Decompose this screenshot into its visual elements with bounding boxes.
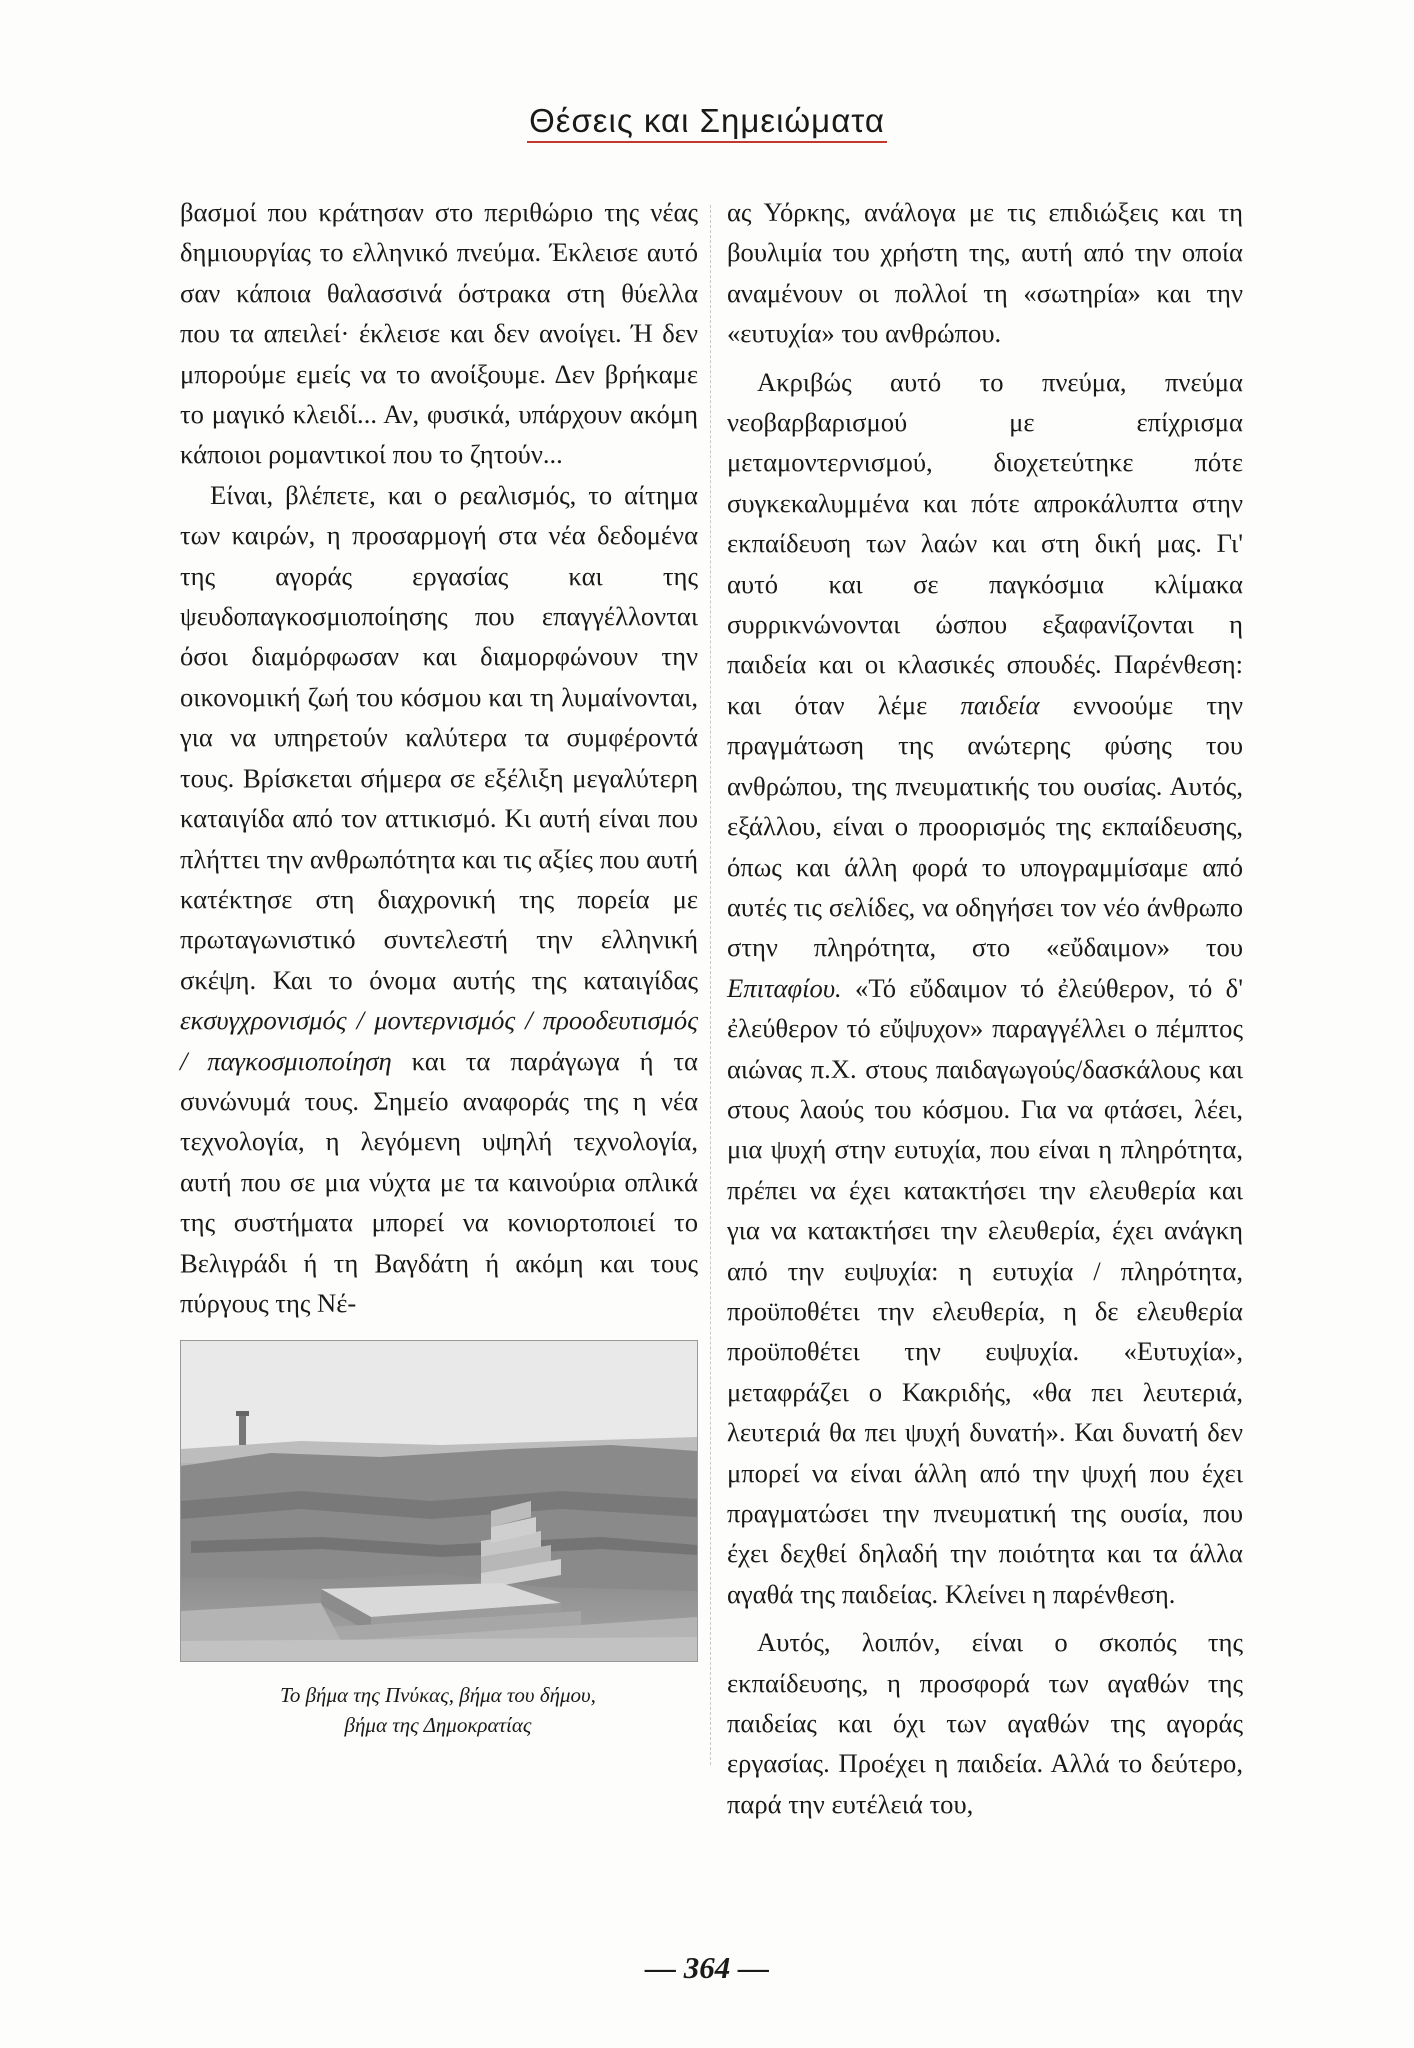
right-paragraph-2-text-c: «Τό εὔδαιμον τό ἐλεύθερον, τό δ' ἐλεύθερον τό εὔψυχον» παραγγέλλει ο πέμπτος αιώνας π.Χ. στους παιδαγωγούς/δασκάλους και στους λαούς του κόσμου. Για να φτάσει, λέει, μια ψυχή στην ευτυχία, που είναι η πληρότητα, πρέπει να έχει κατακτήσει την ελευθερία και για να κατακτήσει την ελευθερία, έχει ανάγκη από την ευψυχία: η ευτυχία / πληρότητα, προϋποθέτει την ελευθερία, η δε ελευθερία προϋποθέτει την ευψυχία. «Ευτυχία», μεταφράζει ο Κακριδής, «θα πει λευτεριά, λευτεριά θα πει ψυχή δυνατή». Και δυνατή δεν μπορεί να είναι άλλη από την ψυχή που έχει πραγματώσει την πνευματική της ουσία, που έχει δεχθεί δηλαδή την ποιότητα και τα άλλα αγαθά της παιδείας. Κλείνει η παρένθεση. (727, 972, 1243, 1609)
running-head (0, 102, 1414, 140)
page-number: — 364 — (645, 1950, 769, 1985)
right-column (727, 192, 1243, 1824)
pnyx-bema-photo (180, 1340, 698, 1662)
left-paragraph-2 (180, 475, 698, 1324)
right-paragraph-2-italic-1: παιδεία (960, 689, 1040, 720)
right-paragraph-1: ας Υόρκης, ανάλογα με τις επιδιώξεις και τη βουλιμία του χρήστη της, αυτή από την οποία αναμένουν οι πολλοί τη «σωτηρία» και την «ευτυχία» του ανθρώπου. (727, 197, 1243, 349)
figure-caption-line-1: Το βήμα της Πνύκας, βήμα του δήμου, (280, 1683, 596, 1707)
left-paragraph-2-text-a: Είναι, βλέπετε, και ο ρεαλισμός, το αίτημα των καιρών, η προσαρμογή στα νέα δεδομένα της αγοράς εργασίας και της ψευδοπαγκοσμιοποίησης που επαγγέλλονται όσοι διαμόρφωσαν και διαμορφώνουν την οικονομική ζωή του κόσμου και τη λυμαίνονται, για να υπηρετούν καλύτερα τα συμφέροντά τους. Βρίσκεται σήμερα σε εξέλιξη μεγαλύτερη καταιγίδα από τον αττικισμό. Κι αυτή είναι που πλήττει την ανθρωπότητα και τις αξίες που αυτή κατέκτησε στη διαχρονική της πορεία με πρωταγωνιστικό συντελεστή την ελληνική σκέψη. Και το όνομα αυτής της καταιγίδας (180, 479, 698, 995)
running-head-title: Θέσεις και Σημειώματα (527, 102, 887, 143)
left-paragraph-1: βασμοί που κράτησαν στο περιθώριο της νέας δημιουργίας το ελληνικό πνεύμα. Έκλεισε αυτό σαν κάποια θαλασσινά όστρακα στη θύελλα που τα απειλεί· έκλεισε και δεν ανοίγει. Ή δεν μπορούμε εμείς να το ανοίξουμε. Δεν βρήκαμε το μαγικό κλειδί... Αν, φυσικά, υπάρχουν ακόμη κάποιοι ρομαντικοί που το ζητούν... (180, 197, 698, 470)
right-paragraph-2-italic-2: Επιταφίου. (727, 972, 842, 1003)
pnyx-bema-illustration (181, 1341, 697, 1661)
left-paragraph-2-italic: εκσυγχρονισμός / μοντερνισμός / προοδευτισμός / παγκοσμιοποίηση (180, 1005, 698, 1076)
figure-caption-line-2: βήμα της Δημοκρατίας (344, 1713, 532, 1737)
figure-caption (180, 1680, 696, 1740)
right-paragraph-2-text-a: Ακριβώς αυτό το πνεύμα, πνεύμα νεοβαρβαρισμού με επίχρισμα μεταμοντερνισμού, διοχετεύτηκε πότε συγκεκαλυμμένα και πότε απροκάλυπτα στην εκπαίδευση των λαών και στη δική μας. Γι' αυτό και σε παγκόσμια κλίμακα συρρικνώνονται ώσπου εξαφανίζονται η παιδεία και οι κλασικές σπουδές. Παρένθεση: και όταν λέμε (727, 366, 1243, 720)
right-paragraph-3: Αυτός, λοιπόν, είναι ο σκοπός της εκπαίδευσης, η προσφορά των αγαθών της παιδείας και όχι των αγαθών της αγοράς εργασίας. Προέχει η παιδεία. Αλλά το δεύτερο, παρά την ευτέλειά του, (727, 1627, 1243, 1819)
left-column (180, 192, 698, 1323)
left-paragraph-2-text-b: και τα παράγωγα ή τα συνώνυμά τους. Σημείο αναφοράς της η νέα τεχνολογία, η λεγόμενη υψηλή τεχνολογία, αυτή που σε μια νύχτα με τα καινούρια οπλικά της συστήματα μπορεί να κονιορτοποιεί το Βελιγράδι ή τη Βαγδάτη ή ακόμη και τους πύργους της Νέ- (180, 1045, 698, 1318)
right-paragraph-2-text-b: εννοούμε την πραγμάτωση της ανώτερης φύσης του ανθρώπου, της πνευματικής του ουσίας. Αυτός, εξάλλου, είναι ο προορισμός της εκπαίδευσης, όπως και άλλη φορά το υπογραμμίσαμε από αυτές τις σελίδες, να οδηγήσει τον νέο άνθρωπο στην πληρότητα, στο «εὔδαιμον» του (727, 689, 1244, 963)
column-divider (710, 205, 711, 1765)
right-paragraph-2 (727, 362, 1243, 1615)
